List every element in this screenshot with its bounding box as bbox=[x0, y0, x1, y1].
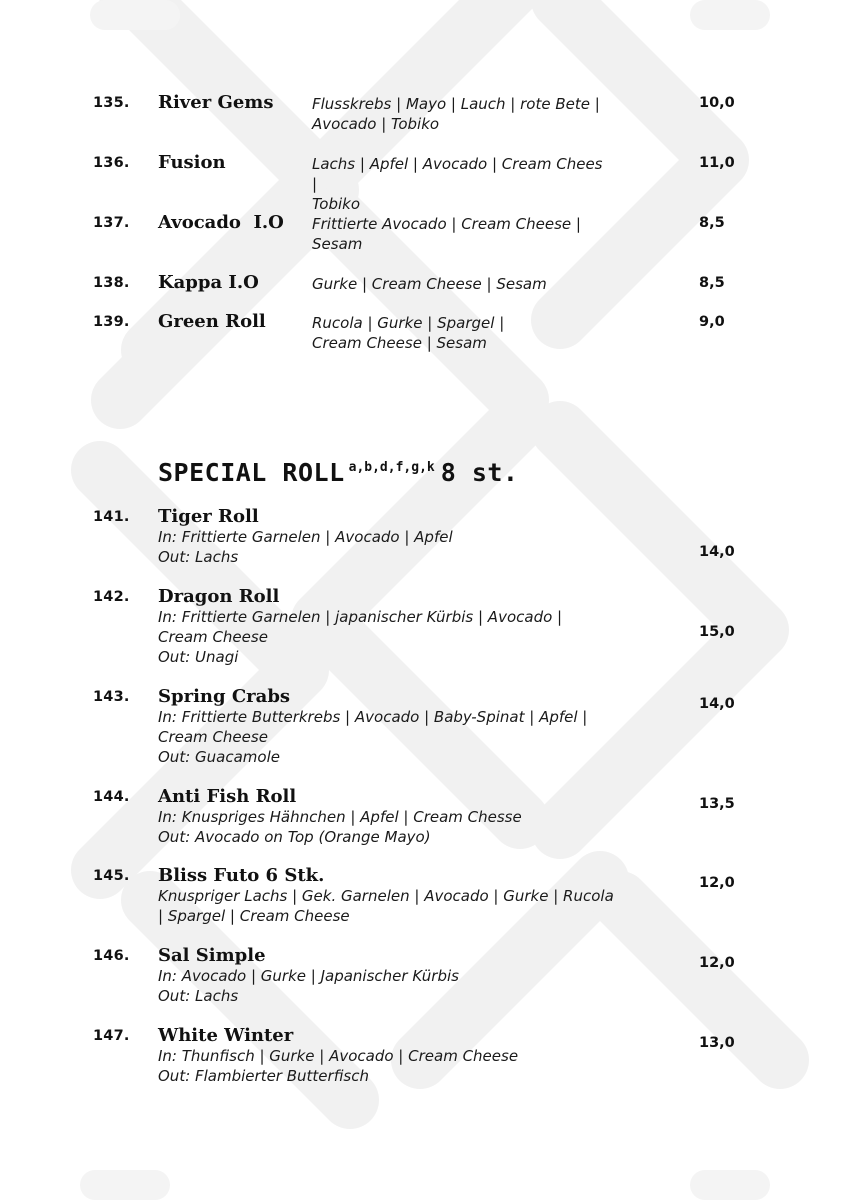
item-description bbox=[158, 1046, 608, 1086]
item-name: River Gems bbox=[158, 92, 274, 113]
item-number: 147. bbox=[93, 1028, 130, 1044]
item-price: 12,0 bbox=[699, 875, 735, 891]
description-line: In: Frittierte Garnelen | japanischer Kürbis | Avocado | bbox=[158, 608, 563, 626]
item-name: Dragon Roll bbox=[158, 586, 280, 607]
description-line: In: Thunfisch | Gurke | Avocado | Cream Cheese bbox=[158, 1047, 519, 1065]
description-line: Out: Unagi bbox=[158, 648, 239, 666]
item-number: 143. bbox=[93, 689, 130, 705]
item-price: 9,0 bbox=[699, 314, 725, 330]
description-line: Out: Guacamole bbox=[158, 748, 280, 766]
description-line: Rucola | Gurke | Spargel | bbox=[312, 314, 505, 332]
item-price: 10,0 bbox=[699, 95, 735, 111]
item-description bbox=[158, 966, 608, 1006]
item-description bbox=[312, 214, 612, 254]
item-number: 135. bbox=[93, 95, 130, 111]
item-name: Sal Simple bbox=[158, 945, 266, 966]
item-price: 8,5 bbox=[699, 215, 725, 231]
description-line: In: Knuspriges Hähnchen | Apfel | Cream Chesse bbox=[158, 808, 522, 826]
item-description bbox=[158, 527, 608, 567]
item-description bbox=[312, 274, 612, 294]
item-name: Spring Crabs bbox=[158, 686, 291, 707]
item-price: 14,0 bbox=[699, 544, 735, 560]
item-description bbox=[312, 94, 612, 134]
description-line: Cream Cheese bbox=[158, 728, 268, 746]
item-description bbox=[158, 707, 608, 767]
item-name: Tiger Roll bbox=[158, 506, 259, 527]
item-price: 8,5 bbox=[699, 275, 725, 291]
description-line: Sesam bbox=[312, 235, 363, 253]
description-line: Avocado | Tobiko bbox=[312, 115, 440, 133]
item-name: White Winter bbox=[158, 1025, 294, 1046]
description-line: Lachs | Apfel | Avocado | Cream Chees | bbox=[312, 155, 603, 193]
description-line: Frittierte Avocado | Cream Cheese | bbox=[312, 215, 581, 233]
item-price: 11,0 bbox=[699, 155, 735, 171]
item-description bbox=[312, 154, 612, 214]
description-line: Out: Lachs bbox=[158, 987, 239, 1005]
item-name: Kappa I.O bbox=[158, 272, 259, 293]
description-line: Out: Avocado on Top (Orange Mayo) bbox=[158, 828, 431, 846]
item-number: 146. bbox=[93, 948, 130, 964]
description-line: Out: Lachs bbox=[158, 548, 239, 566]
description-line: | Spargel | Cream Cheese bbox=[158, 907, 350, 925]
description-line: Tobiko bbox=[312, 195, 361, 213]
item-price: 13,0 bbox=[699, 1035, 735, 1051]
description-line: Knuspriger Lachs | Gek. Garnelen | Avocado | Gurke | Rucola bbox=[158, 887, 614, 905]
item-price: 13,5 bbox=[699, 796, 735, 812]
description-line: Gurke | Cream Cheese | Sesam bbox=[312, 275, 547, 293]
description-line: Cream Cheese | Sesam bbox=[312, 334, 487, 352]
item-number: 139. bbox=[93, 314, 130, 330]
description-line: Flusskrebs | Mayo | Lauch | rote Bete | bbox=[312, 95, 600, 113]
item-number: 145. bbox=[93, 868, 130, 884]
item-description bbox=[158, 807, 608, 847]
piece-count: 8 st. bbox=[440, 458, 519, 487]
item-description bbox=[158, 607, 608, 667]
allergen-codes: a,b,d,f,g,k bbox=[348, 460, 435, 475]
item-number: 136. bbox=[93, 155, 130, 171]
item-description bbox=[158, 886, 614, 926]
item-number: 141. bbox=[93, 509, 130, 525]
item-number: 142. bbox=[93, 589, 130, 605]
item-name: Anti Fish Roll bbox=[158, 786, 297, 807]
description-line: Out: Flambierter Butterfisch bbox=[158, 1067, 369, 1085]
item-number: 144. bbox=[93, 789, 130, 805]
item-number: 137. bbox=[93, 215, 130, 231]
item-number: 138. bbox=[93, 275, 130, 291]
section-title-text: SPECIAL ROLL bbox=[158, 458, 345, 487]
item-name: Green Roll bbox=[158, 311, 266, 332]
description-line: Cream Cheese bbox=[158, 628, 268, 646]
description-line: In: Frittierte Garnelen | Avocado | Apfel bbox=[158, 528, 453, 546]
item-price: 12,0 bbox=[699, 955, 735, 971]
item-name: Fusion bbox=[158, 152, 226, 173]
description-line: In: Frittierte Butterkrebs | Avocado | Baby-Spinat | Apfel | bbox=[158, 708, 588, 726]
item-name: Bliss Futo 6 Stk. bbox=[158, 865, 325, 886]
item-price: 14,0 bbox=[699, 696, 735, 712]
section-title bbox=[158, 458, 518, 487]
description-line: In: Avocado | Gurke | Japanischer Kürbis bbox=[158, 967, 459, 985]
item-price: 15,0 bbox=[699, 624, 735, 640]
item-description bbox=[312, 313, 612, 353]
item-name: Avocado I.O bbox=[158, 212, 284, 233]
